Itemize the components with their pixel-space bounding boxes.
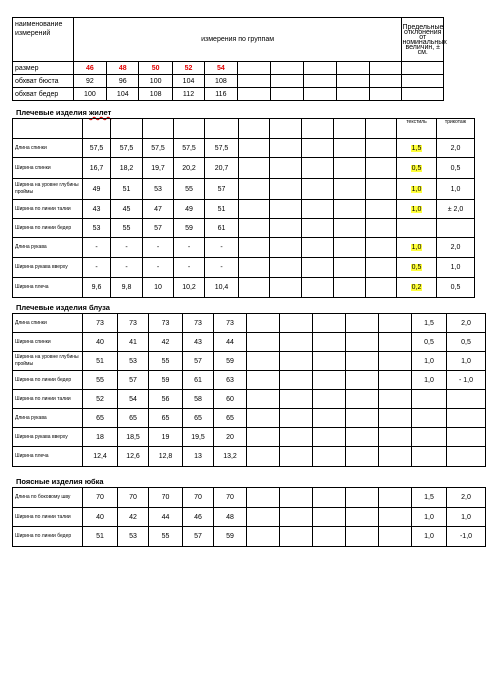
value-cell: 16,7	[83, 158, 111, 179]
textile-value: 0,5	[411, 164, 422, 172]
knit-tolerance: -1,0	[447, 527, 486, 547]
value-cell: 43	[83, 200, 111, 219]
value-cell: 59	[174, 219, 205, 238]
table-row	[13, 219, 475, 238]
value-cell: 19,7	[143, 158, 174, 179]
textile-tolerance	[397, 200, 437, 219]
row-label: Ширина спинки	[13, 158, 83, 179]
textile-value: 1,0	[411, 244, 422, 251]
textile-tolerance	[397, 258, 437, 278]
value-cell: -	[174, 238, 205, 258]
knit-tolerance: - 1,0	[447, 371, 486, 390]
row-label: обхват бюста	[13, 75, 74, 88]
value-cell: 9,8	[111, 278, 143, 298]
value-cell: 70	[83, 488, 118, 508]
value-cell: 19	[149, 428, 183, 447]
textile-value: 0,5	[411, 264, 422, 271]
value-cell: -	[143, 238, 174, 258]
cell: 108	[139, 88, 172, 101]
textile-value: 1,0	[424, 513, 434, 521]
cell: 112	[172, 88, 204, 101]
textile-tolerance	[397, 139, 437, 158]
value-cell: 70	[149, 488, 183, 508]
value-cell: 49	[83, 179, 111, 200]
row-label: Ширина рукава вверху	[13, 258, 83, 278]
knit-tolerance	[447, 409, 486, 428]
value-cell: 73	[149, 314, 183, 333]
value-cell: 53	[83, 219, 111, 238]
value-cell: 41	[118, 333, 149, 352]
tolerance-note: Предельные отклонения от номинальных величин, ± см.	[402, 18, 444, 62]
textile-tolerance	[412, 447, 447, 467]
size-50: 50	[139, 62, 172, 75]
table-row	[13, 352, 486, 371]
value-cell: 57	[118, 371, 149, 390]
cell: 100	[73, 88, 106, 101]
knit-tolerance: 0,5	[447, 333, 486, 352]
row-label: Ширина по линии бедер	[13, 219, 83, 238]
value-cell: 55	[174, 179, 205, 200]
textile-value: 1,0	[424, 533, 434, 540]
vest-table	[12, 118, 475, 298]
value-cell: 53	[118, 527, 149, 547]
value-cell: 13,2	[214, 447, 247, 467]
vest-section-title: Плечевые изделия жилет	[16, 108, 112, 117]
table-row	[13, 258, 475, 278]
value-cell: -	[174, 258, 205, 278]
knit-tolerance: 2,0	[437, 238, 475, 258]
value-cell: 61	[205, 219, 239, 238]
value-cell: 46	[183, 508, 214, 527]
textile-value: 1,5	[424, 319, 434, 327]
value-cell: 18,2	[111, 158, 143, 179]
row-label: обхват бедер	[13, 88, 74, 101]
table-row	[13, 179, 475, 200]
value-cell: 60	[214, 390, 247, 409]
value-cell: -	[83, 258, 111, 278]
row-label: Ширина по линии бедер	[13, 371, 83, 390]
table-row	[13, 139, 475, 158]
textile-value: 1,0	[424, 376, 434, 384]
textile-tolerance	[412, 314, 447, 333]
value-cell: 9,6	[83, 278, 111, 298]
value-cell: 43	[183, 333, 214, 352]
value-cell: 52	[83, 390, 118, 409]
size-52: 52	[172, 62, 204, 75]
textile-value: 0,5	[424, 338, 434, 346]
knit-tolerance: 2,0	[447, 314, 486, 333]
blouse-section-title: Плечевые изделия блуза	[16, 303, 110, 312]
textile-tolerance	[397, 238, 437, 258]
textile-tolerance	[397, 179, 437, 200]
value-cell: 58	[183, 390, 214, 409]
name-header: наименование измерений	[13, 18, 74, 62]
table-row	[13, 409, 486, 428]
textile-value: 0,2	[411, 284, 422, 291]
cell: 96	[107, 75, 139, 88]
value-cell: 57	[205, 179, 239, 200]
textile-tolerance	[412, 428, 447, 447]
bust-row	[13, 75, 444, 88]
value-cell: 65	[83, 409, 118, 428]
cell: 92	[73, 75, 106, 88]
knit-tolerance: 1,0	[447, 508, 486, 527]
row-label: Ширина на уровне глубины проймы	[13, 179, 83, 200]
cell: 108	[205, 75, 237, 88]
textile-tolerance	[412, 488, 447, 508]
value-cell: 51	[111, 179, 143, 200]
cell: 116	[205, 88, 237, 101]
value-cell: 57	[143, 219, 174, 238]
row-label: Длина спинки	[13, 139, 83, 158]
value-cell: 73	[183, 314, 214, 333]
value-cell: 44	[214, 333, 247, 352]
row-label: Длина рукава	[13, 409, 83, 428]
value-cell: 65	[118, 409, 149, 428]
blouse-table	[12, 313, 486, 467]
value-cell: 61	[183, 371, 214, 390]
knit-tolerance: 1,0	[447, 352, 486, 371]
table-row	[13, 508, 486, 527]
knit-tolerance: 0,5	[437, 278, 475, 298]
table-row	[13, 428, 486, 447]
value-cell: 12,8	[149, 447, 183, 467]
row-label: Длина по боковому шву	[13, 488, 83, 508]
textile-tolerance	[412, 390, 447, 409]
value-cell: -	[205, 258, 239, 278]
size-row	[13, 62, 444, 75]
value-cell: 42	[118, 508, 149, 527]
value-cell: 20,2	[174, 158, 205, 179]
row-label: Ширина рукава вверху	[13, 428, 83, 447]
row-label: Ширина спинки	[13, 333, 83, 352]
value-cell: 57,5	[83, 139, 111, 158]
textile-tolerance	[397, 278, 437, 298]
textile-tolerance	[397, 158, 437, 179]
value-cell: 70	[214, 488, 247, 508]
textile-tolerance	[412, 333, 447, 352]
skirt-section-title: Поясные изделия юбка	[16, 477, 104, 486]
table-row	[13, 278, 475, 298]
value-cell: 51	[83, 352, 118, 371]
value-cell: 12,6	[118, 447, 149, 467]
knit-tolerance: 2,0	[447, 488, 486, 508]
value-cell: 57,5	[174, 139, 205, 158]
value-cell: 73	[214, 314, 247, 333]
textile-tolerance	[412, 352, 447, 371]
value-cell: 20,7	[205, 158, 239, 179]
textile-tolerance	[412, 409, 447, 428]
value-cell: 55	[149, 527, 183, 547]
value-cell: 63	[214, 371, 247, 390]
row-label: Ширина по линии талии	[13, 508, 83, 527]
value-cell: 56	[149, 390, 183, 409]
textile-value: 1,0	[411, 205, 422, 213]
row-label: Ширина на уровне глубины проймы	[13, 352, 83, 371]
textile-tolerance	[412, 508, 447, 527]
knit-tolerance: ± 2,0	[437, 200, 475, 219]
value-cell: 70	[118, 488, 149, 508]
table-row	[13, 488, 486, 508]
knit-tolerance	[447, 390, 486, 409]
textile-value: 1,5	[424, 494, 434, 501]
row-label: Ширина по линии бедер	[13, 527, 83, 547]
row-label: Длина спинки	[13, 314, 83, 333]
textile-tolerance	[397, 219, 437, 238]
knit-tolerance	[447, 428, 486, 447]
value-cell: 51	[83, 527, 118, 547]
table-row	[13, 371, 486, 390]
value-cell: 12,4	[83, 447, 118, 467]
value-cell: 57	[183, 352, 214, 371]
value-cell: 73	[118, 314, 149, 333]
value-cell: 57,5	[143, 139, 174, 158]
value-cell: -	[205, 238, 239, 258]
value-cell: 65	[149, 409, 183, 428]
groups-header: измерения по группам	[73, 18, 402, 62]
cell: 104	[107, 88, 139, 101]
value-cell: 55	[149, 352, 183, 371]
value-cell: 49	[174, 200, 205, 219]
value-cell: 10	[143, 278, 174, 298]
value-cell: 70	[183, 488, 214, 508]
value-cell: 48	[214, 508, 247, 527]
row-label: Ширина по линии талии	[13, 390, 83, 409]
knit-tolerance: 0,5	[437, 158, 475, 179]
value-cell: 55	[83, 371, 118, 390]
value-cell: 53	[143, 179, 174, 200]
textile-value: 1,0	[411, 185, 422, 193]
hips-row	[13, 88, 444, 101]
size-46: 46	[73, 62, 106, 75]
value-cell: 53	[118, 352, 149, 371]
skirt-table	[12, 487, 486, 547]
knit-tolerance: 2,0	[437, 139, 475, 158]
table-row	[13, 527, 486, 547]
table-row	[13, 314, 486, 333]
value-cell: -	[111, 238, 143, 258]
value-cell: 65	[214, 409, 247, 428]
value-cell: 40	[83, 333, 118, 352]
row-label: Ширина плеча	[13, 278, 83, 298]
value-cell: 10,4	[205, 278, 239, 298]
value-cell: 57,5	[111, 139, 143, 158]
knit-tolerance	[447, 447, 486, 467]
value-cell: 45	[111, 200, 143, 219]
textile-tolerance	[412, 527, 447, 547]
value-cell: 47	[143, 200, 174, 219]
row-label: размер	[13, 62, 74, 75]
row-label: Длина рукава	[13, 238, 83, 258]
textile-value: 1,0	[424, 357, 434, 365]
table-row	[13, 200, 475, 219]
table-row	[13, 447, 486, 467]
value-cell: 18,5	[118, 428, 149, 447]
value-cell: 42	[149, 333, 183, 352]
value-cell: 54	[118, 390, 149, 409]
value-cell: 44	[149, 508, 183, 527]
col-textile: текстиль	[397, 119, 437, 139]
textile-value: 1,5	[411, 144, 422, 152]
table-row	[13, 333, 486, 352]
table-row	[13, 238, 475, 258]
cell: 100	[139, 75, 172, 88]
size-groups-table	[12, 17, 447, 101]
value-cell: 18	[83, 428, 118, 447]
row-label: Ширина по линии талии	[13, 200, 83, 219]
value-cell: 59	[149, 371, 183, 390]
knit-tolerance: 1,0	[437, 179, 475, 200]
value-cell: -	[111, 258, 143, 278]
value-cell: 13	[183, 447, 214, 467]
value-cell: -	[83, 238, 111, 258]
col-knit: трикотаж	[437, 119, 475, 139]
value-cell: 40	[83, 508, 118, 527]
value-cell: 20	[214, 428, 247, 447]
cell: 104	[172, 75, 204, 88]
tolerance-header-row	[13, 119, 475, 139]
value-cell: 10,2	[174, 278, 205, 298]
value-cell: 55	[111, 219, 143, 238]
value-cell: 57	[183, 527, 214, 547]
value-cell: 51	[205, 200, 239, 219]
size-54: 54	[205, 62, 237, 75]
textile-tolerance	[412, 371, 447, 390]
value-cell: -	[143, 258, 174, 278]
knit-tolerance: 1,0	[437, 258, 475, 278]
row-label: Ширина плеча	[13, 447, 83, 467]
table-row	[13, 158, 475, 179]
value-cell: 65	[183, 409, 214, 428]
value-cell: 57,5	[205, 139, 239, 158]
value-cell: 19,5	[183, 428, 214, 447]
size-48: 48	[107, 62, 139, 75]
knit-tolerance	[437, 219, 475, 238]
value-cell: 59	[214, 527, 247, 547]
value-cell: 59	[214, 352, 247, 371]
value-cell: 73	[83, 314, 118, 333]
table-row	[13, 390, 486, 409]
